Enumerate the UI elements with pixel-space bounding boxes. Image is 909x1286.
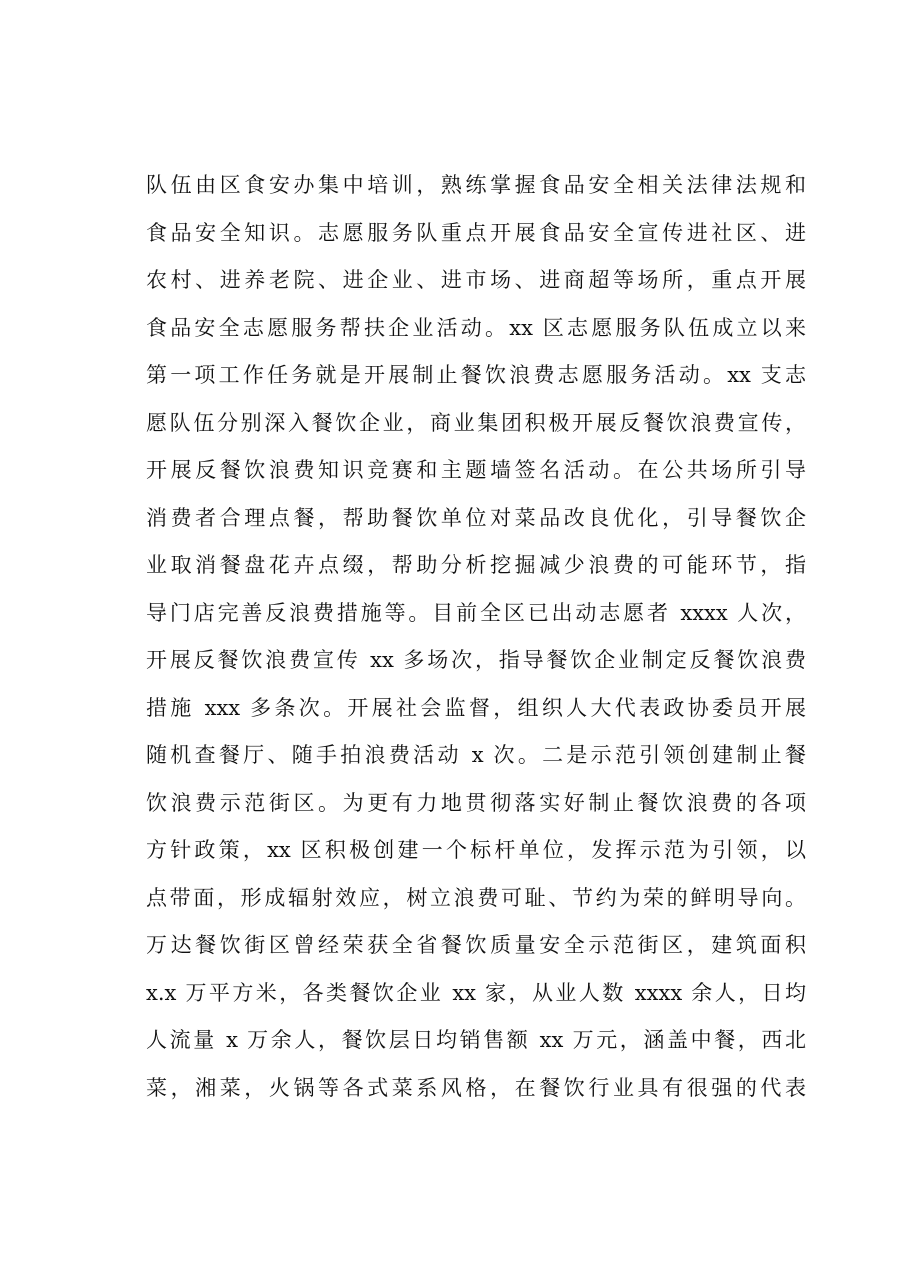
body-text [146,162,806,1112]
text-line: 消费者合理点餐，帮助餐饮单位对菜品改良优化，引导餐饮企 [146,505,806,530]
text-line: 食品安全志愿服务帮扶企业活动。xx 区志愿服务队伍成立以来 [146,315,806,340]
text-line: 饮浪费示范街区。为更有力地贯彻落实好制止餐饮浪费的各项 [146,790,806,815]
text-line: 开展反餐饮浪费宣传 xx 多场次，指导餐饮企业制定反餐饮浪费 [146,648,806,672]
text-line: 万达餐饮街区曾经荣获全省餐饮质量安全示范街区，建筑面积 [146,933,806,957]
text-line: 人流量 x 万余人，餐饮层日均销售额 xx 万元，涵盖中餐，西北 [146,1028,806,1052]
text-line: 随机查餐厅、随手拍浪费活动 x 次。二是示范引领创建制止餐 [146,743,806,767]
text-line: 菜，湘菜，火锅等各式菜系风格，在餐饮行业具有很强的代表 [146,1075,806,1100]
text-line: 农村、进养老院、进企业、进市场、进商超等场所，重点开展 [146,268,806,292]
text-line: 导门店完善反浪费措施等。目前全区已出动志愿者 xxxx 人次， [146,600,806,625]
text-line: 措施 xxx 多条次。开展社会监督，组织人大代表政协委员开展 [146,695,806,720]
text-line: 第一项工作任务就是开展制止餐饮浪费志愿服务活动。xx 支志 [146,363,806,387]
text-line: 队伍由区食安办集中培训，熟练掌握食品安全相关法律法规和 [146,173,806,197]
text-line: 点带面，形成辐射效应，树立浪费可耻、节约为荣的鲜明导向。 [146,885,806,910]
text-line: 开展反餐饮浪费知识竞赛和主题墙签名活动。在公共场所引导 [146,458,806,482]
text-line: 愿队伍分别深入餐饮企业，商业集团积极开展反餐饮浪费宣传， [146,410,806,435]
text-line: x.x 万平方米，各类餐饮企业 xx 家，从业人数 xxxx 余人，日均 [146,980,806,1005]
text-line: 方针政策，xx 区积极创建一个标杆单位，发挥示范为引领，以 [146,838,806,862]
text-line: 食品安全知识。志愿服务队重点开展食品安全宣传进社区、进 [146,220,806,245]
text-line: 业取消餐盘花卉点缀，帮助分析挖掘减少浪费的可能环节，指 [146,553,806,577]
